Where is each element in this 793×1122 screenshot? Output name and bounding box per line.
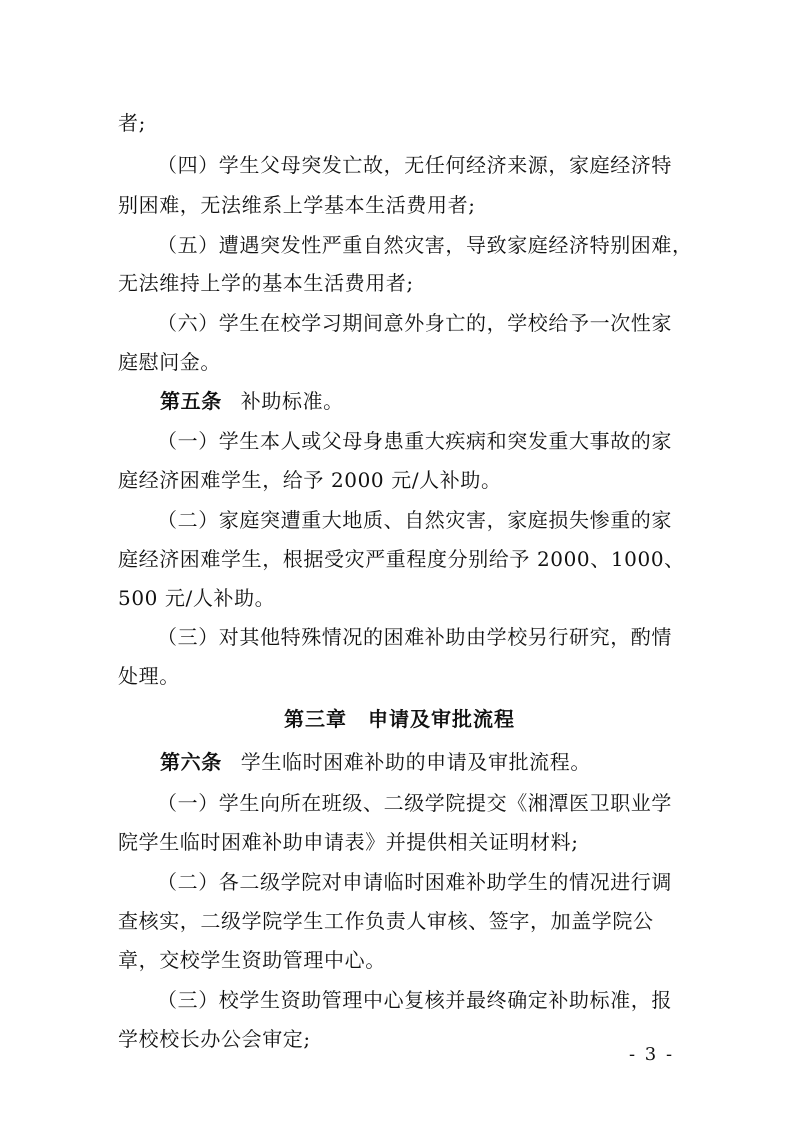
text-line: 者; — [118, 111, 146, 135]
article-5-label: 第五条 — [160, 389, 222, 413]
text-line: 庭慰问金。 — [118, 350, 221, 374]
text-line: （二）各二级学院对申请临时困难补助学生的情况进行调 — [157, 870, 672, 894]
article-6-title: 学生临时困难补助的申请及审批流程。 — [240, 750, 591, 774]
text-line: （一）学生向所在班级、二级学院提交《湘潭医卫职业学 — [157, 791, 672, 815]
text-line: 庭经济困难学生，给予 2000 元/人补助。 — [118, 468, 502, 492]
text-line: 无法维持上学的基本生活费用者; — [118, 271, 414, 295]
text-line: 章，交校学生资助管理中心。 — [118, 948, 386, 972]
text-line: （二）家庭突遭重大地质、自然灾害，家庭损失惨重的家 — [157, 508, 672, 532]
text-line: （五）遭遇突发性严重自然灾害，导致家庭经济特别困难， — [157, 233, 693, 257]
article-6-heading — [160, 750, 591, 774]
text-line: （六）学生在校学习期间意外身亡的，学校给予一次性家 — [157, 311, 672, 335]
page-number: - 3 - — [629, 1044, 675, 1065]
article-6-label: 第六条 — [160, 750, 222, 774]
chapter-3-heading: 第三章 申请及审批流程 — [284, 707, 515, 731]
text-line: （一）学生本人或父母身患重大疾病和突发重大事故的家 — [157, 429, 672, 453]
text-line: （四）学生父母突发亡故，无任何经济来源，家庭经济特 — [157, 153, 672, 177]
text-line: 500 元/人补助。 — [118, 586, 276, 610]
text-line: 查核实，二级学院学生工作负责人审核、签字，加盖学院公 — [118, 909, 654, 933]
text-line: （三）校学生资助管理中心复核并最终确定补助标准，报 — [157, 988, 672, 1012]
text-line: 处理。 — [118, 664, 180, 688]
article-5-heading — [160, 389, 344, 413]
text-line: 学校校长办公会审定; — [118, 1027, 311, 1051]
text-line: 庭经济困难学生，根据受灾严重程度分别给予 2000、1000、 — [118, 547, 685, 571]
text-line: （三）对其他特殊情况的困难补助由学校另行研究，酌情 — [157, 625, 672, 649]
text-line: 别困难，无法维系上学基本生活费用者; — [118, 193, 476, 217]
article-5-title: 补助标准。 — [240, 389, 344, 413]
text-line: 院学生临时困难补助申请表》并提供相关证明材料; — [118, 830, 579, 854]
